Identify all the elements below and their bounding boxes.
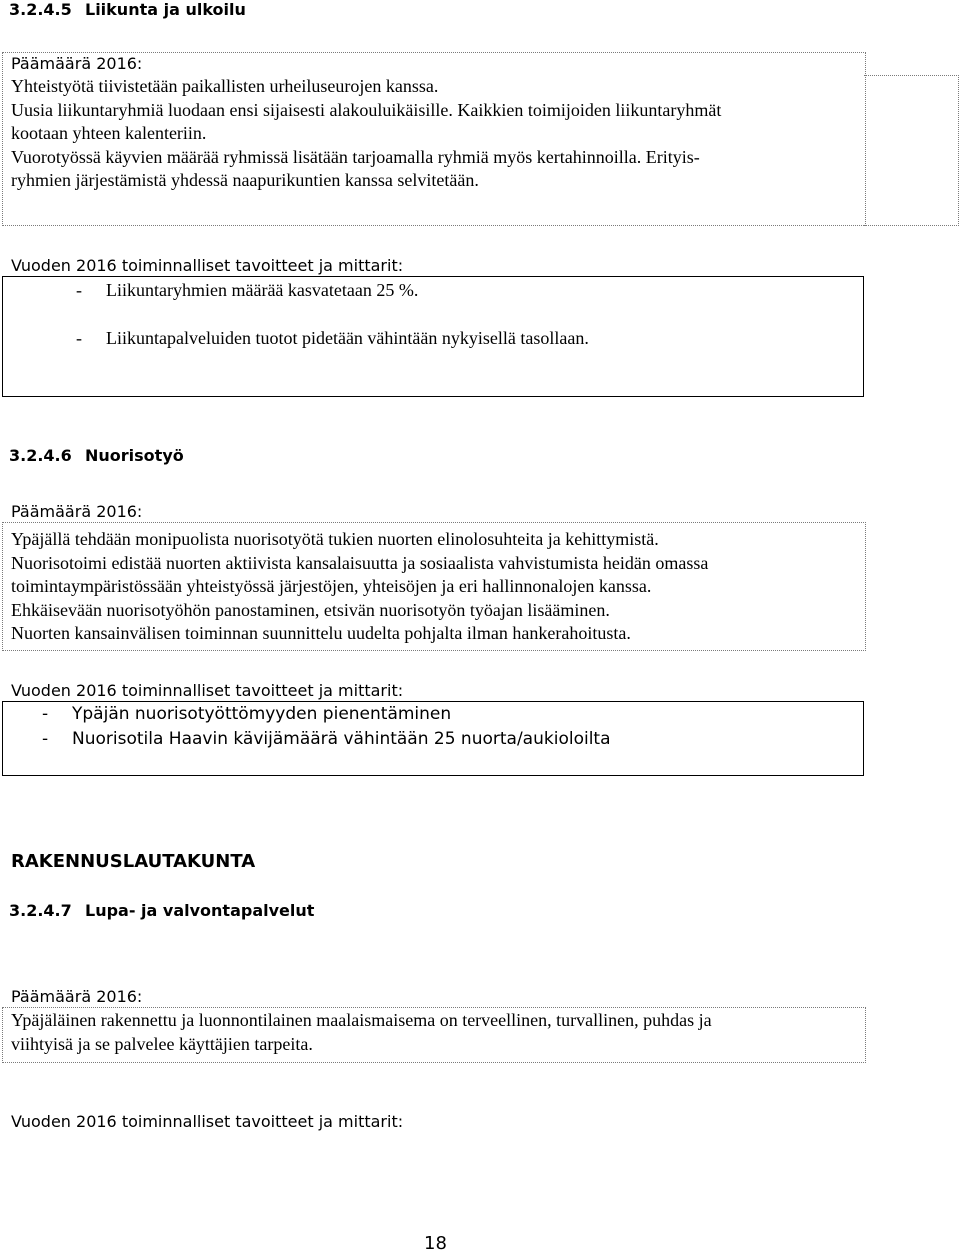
target-text: Liikuntapalveluiden tuotot pidetään vähintään nykyisellä tasollaan. [106,328,589,348]
goal-text-liikunta [11,75,721,193]
goal-line: Nuorisotoimi edistää nuorten aktiivista kansalaisuutta ja sosiaalista vahvistumista heidän omassa [11,552,709,573]
section-number: 3.2.4.6 [9,446,72,465]
page-number: 18 [424,1233,447,1254]
goal-line: Ypäjällä tehdään monipuolista nuorisotyötä tukien nuorten elinolosuhteita ja kehittymistä. [11,529,659,549]
target-text: Nuorisotila Haavin kävijämäärä vähintään 25 nuorta/aukioloilta [72,729,611,749]
targets-heading: Vuoden 2016 toiminnalliset tavoitteet ja mittarit: [11,1112,404,1131]
section-number: 3.2.4.7 [9,901,72,920]
goal-line: ryhmien järjestämistä yhdessä naapurikuntien kanssa selvitetään. [11,170,479,190]
goal-text-lupa [11,1009,712,1056]
goal-line: viihtyisä ja se palvelee käyttäjien tarpeita. [11,1033,313,1054]
section-title: Lupa- ja valvontapalvelut [85,901,315,920]
goal-line: Ehkäisevään nuorisotyöhön panostaminen, etsivän nuorisotyön työajan lisääminen. [11,599,610,620]
section-heading-3-2-4-7 [9,901,314,921]
section-heading-3-2-4-5 [9,0,246,20]
goal-line: Yhteistyötä tiivistetään paikallisten urheiluseurojen kanssa. [11,76,439,96]
goal-line: kootaan yhteen kalenteriin. [11,123,207,143]
section-number: 3.2.4.5 [9,0,72,19]
goal-box-extension [864,75,959,226]
goal-line: toimintaympäristössään yhteistyössä järjestöjen, yhteisöjen ja eri hallinnonalojen kanssa. [11,576,652,596]
section-title: Nuorisotyö [85,446,184,465]
dash: - [42,729,49,749]
goal-line: Vuorotyössä käyvien määrää ryhmissä lisätään tarjoamalla ryhmiä myös kertahinnoilla. Erityis- [11,146,700,167]
target-item [42,702,451,727]
board-heading: RAKENNUSLAUTAKUNTA [11,851,256,872]
dash: - [76,280,82,300]
targets-heading: Vuoden 2016 toiminnalliset tavoitteet ja mittarit: [11,681,404,700]
target-text: Ypäjän nuorisotyöttömyyden pienentäminen [72,704,452,724]
section-heading-3-2-4-6 [9,446,184,466]
dash: - [42,704,49,724]
targets-heading: Vuoden 2016 toiminnalliset tavoitteet ja mittarit: [11,256,404,275]
target-text: Liikuntaryhmien määrää kasvatetaan 25 %. [106,280,419,300]
target-item [76,279,418,303]
target-item [42,727,611,752]
dash: - [76,328,82,348]
goal-line: Nuorten kansainvälisen toiminnan suunnittelu uudelta pohjalta ilman hankerahoitusta. [11,623,631,643]
goal-heading: Päämäärä 2016: [11,54,143,73]
goal-heading: Päämäärä 2016: [11,502,143,521]
goal-text-nuoriso [11,528,708,646]
goal-line: Ypäjäläinen rakennettu ja luonnontilainen maalaismaisema on terveellinen, turvallinen, puhdas ja [11,1010,712,1030]
goal-heading: Päämäärä 2016: [11,987,143,1006]
target-item [76,327,589,351]
section-title: Liikunta ja ulkoilu [85,0,246,19]
goal-line: Uusia liikuntaryhmiä luodaan ensi sijaisesti alakouluikäisille. Kaikkien toimijoiden liikuntaryhmät [11,99,722,120]
